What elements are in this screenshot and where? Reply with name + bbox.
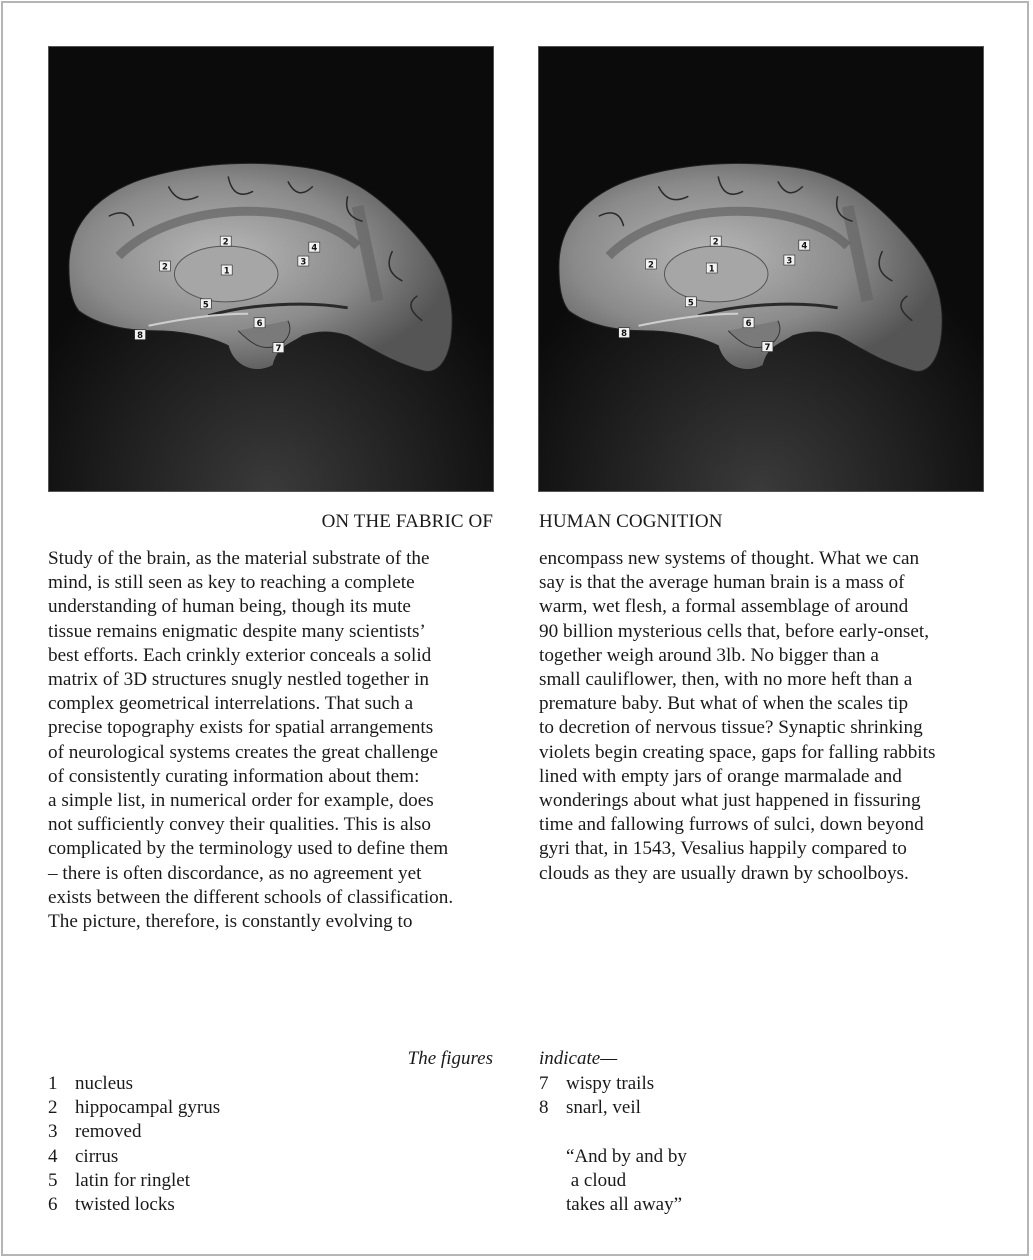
article-title-left: ON THE FABRIC OF <box>321 511 493 532</box>
label-marker-text: 3 <box>786 255 793 266</box>
body-text-line: understanding of human being, though its mute <box>48 596 411 618</box>
figures-heading-left: The figures <box>407 1048 493 1069</box>
brain-illustration-right <box>539 47 983 491</box>
body-text-line: small cauliflower, then, with no more heft than a <box>539 669 913 691</box>
figures-heading-right: indicate— <box>539 1048 618 1069</box>
body-text-left-column <box>48 547 498 934</box>
label-marker-1 <box>706 263 717 273</box>
label-marker-8 <box>619 328 630 338</box>
label-marker-text: 2 <box>648 259 654 270</box>
body-text-line: best efforts. Each crinkly exterior conceals a solid <box>48 644 432 666</box>
label-marker-1 <box>221 265 232 275</box>
quote-line: a cloud <box>566 1170 627 1192</box>
body-text-line: Study of the brain, as the material substrate of the <box>48 548 430 569</box>
legend-item-label: wispy trails <box>566 1073 655 1094</box>
label-marker-text: 2 <box>162 261 168 272</box>
legend-item <box>48 1145 220 1169</box>
legend-item-label: removed <box>75 1121 142 1143</box>
body-text-line: time and fallowing furrows of sulci, down beyond <box>539 814 924 836</box>
legend-item <box>539 1096 654 1120</box>
body-text-line: wonderings about what just happened in fissuring <box>539 790 921 812</box>
label-marker-4 <box>309 242 320 252</box>
label-marker-3 <box>784 255 795 265</box>
label-marker-text: 2 <box>712 236 719 247</box>
body-text-line: to decretion of nervous tissue? Synaptic shrinking <box>539 717 923 739</box>
legend-item-number: 7 <box>539 1073 549 1094</box>
body-text-line: complicated by the terminology used to define them <box>48 838 449 860</box>
label-marker-7 <box>762 342 773 352</box>
label-marker-2b <box>646 259 657 269</box>
label-marker-text: 6 <box>256 318 263 329</box>
quote-line: “And by and by <box>566 1146 687 1167</box>
body-text-line: a simple list, in numerical order for example, does <box>48 790 434 812</box>
label-marker-text: 5 <box>202 299 209 310</box>
legend-item-number: 6 <box>48 1194 58 1216</box>
label-marker-text: 7 <box>764 342 771 353</box>
body-text-line: of consistently curating information about them: <box>48 765 420 787</box>
body-text-line: encompass new systems of thought. What we can <box>539 548 920 569</box>
legend-item-label: nucleus <box>75 1073 134 1094</box>
label-marker-3 <box>298 256 309 266</box>
figure-legend-right <box>539 1072 654 1120</box>
body-text-line: The picture, therefore, is constantly evolving to <box>48 911 413 933</box>
label-marker-5 <box>200 299 211 309</box>
label-marker-2a <box>220 236 231 246</box>
body-text-line: tissue remains enigmatic despite many scientists’ <box>48 620 426 642</box>
legend-item-number: 3 <box>48 1121 58 1143</box>
body-text-line: lined with empty jars of orange marmalade and <box>539 765 902 787</box>
legend-item <box>48 1169 220 1193</box>
body-text-line: – there is often discordance, as no agreement yet <box>48 862 422 884</box>
brain-photo-left <box>48 46 494 492</box>
body-text-line: exists between the different schools of classification. <box>48 886 454 908</box>
legend-item-label: latin for ringlet <box>75 1169 191 1191</box>
body-text-line: together weigh around 3lb. No bigger than a <box>539 644 879 666</box>
body-text-line: premature baby. But what of when the scales tip <box>539 693 909 715</box>
brain-photo-right <box>538 46 984 492</box>
legend-item <box>48 1120 220 1144</box>
body-text-line: precise topography exists for spatial arrangements <box>48 717 434 739</box>
body-text-line: complex geometrical interrelations. That such a <box>48 693 414 715</box>
body-text-line: of neurological systems creates the great challenge <box>48 741 438 763</box>
legend-item-number: 8 <box>539 1097 549 1119</box>
body-text-line: 90 billion mysterious cells that, before early-onset, <box>539 620 930 642</box>
body-text-line: clouds as they are usually drawn by schoolboys. <box>539 862 909 884</box>
body-text-line: violets begin creating space, gaps for falling rabbits <box>539 741 936 763</box>
label-marker-6 <box>743 318 754 328</box>
label-marker-text: 2 <box>222 236 229 247</box>
label-marker-text: 8 <box>137 330 144 341</box>
label-marker-text: 3 <box>300 256 307 267</box>
closing-quote <box>566 1145 687 1218</box>
legend-item <box>48 1193 220 1217</box>
legend-item-number: 1 <box>48 1073 58 1094</box>
legend-item <box>48 1072 220 1096</box>
legend-item-number: 2 <box>48 1097 58 1119</box>
label-marker-7 <box>273 343 284 353</box>
body-text-line: matrix of 3D structures snugly nestled together in <box>48 669 430 691</box>
label-marker-text: 4 <box>801 240 808 251</box>
article-title-right: HUMAN COGNITION <box>539 511 723 532</box>
quote-line: takes all away” <box>566 1194 683 1216</box>
body-text-line: say is that the average human brain is a mass of <box>539 572 905 594</box>
brain-illustration-left <box>49 47 493 491</box>
label-marker-2a <box>710 236 721 246</box>
legend-item-label: snarl, veil <box>566 1097 641 1119</box>
label-marker-8 <box>135 330 146 340</box>
body-text-line: not sufficiently convey their qualities. This is also <box>48 814 431 836</box>
label-marker-text: 5 <box>687 297 694 308</box>
legend-item <box>539 1072 654 1096</box>
body-text-line: mind, is still seen as key to reaching a complete <box>48 572 415 594</box>
body-text-right-column <box>539 547 989 886</box>
legend-item-number: 4 <box>48 1145 58 1167</box>
body-text-line: gyri that, in 1543, Vesalius happily compared to <box>539 838 907 860</box>
legend-item-label: hippocampal gyrus <box>75 1097 221 1119</box>
label-marker-6 <box>254 318 265 328</box>
figure-legend-left <box>48 1072 220 1217</box>
label-marker-text: 6 <box>745 318 752 329</box>
label-marker-2b <box>160 261 171 271</box>
legend-item-label: twisted locks <box>75 1194 175 1216</box>
label-marker-text: 1 <box>223 265 230 276</box>
label-marker-text: 7 <box>275 343 282 354</box>
body-text-line: warm, wet flesh, a formal assemblage of around <box>539 596 909 618</box>
label-marker-text: 4 <box>311 242 318 253</box>
legend-item <box>48 1096 220 1120</box>
legend-item-number: 5 <box>48 1169 58 1191</box>
label-marker-text: 8 <box>621 328 628 339</box>
label-marker-text: 1 <box>708 263 715 274</box>
legend-item-label: cirrus <box>75 1145 119 1167</box>
label-marker-5 <box>685 297 696 307</box>
label-marker-4 <box>799 240 810 250</box>
